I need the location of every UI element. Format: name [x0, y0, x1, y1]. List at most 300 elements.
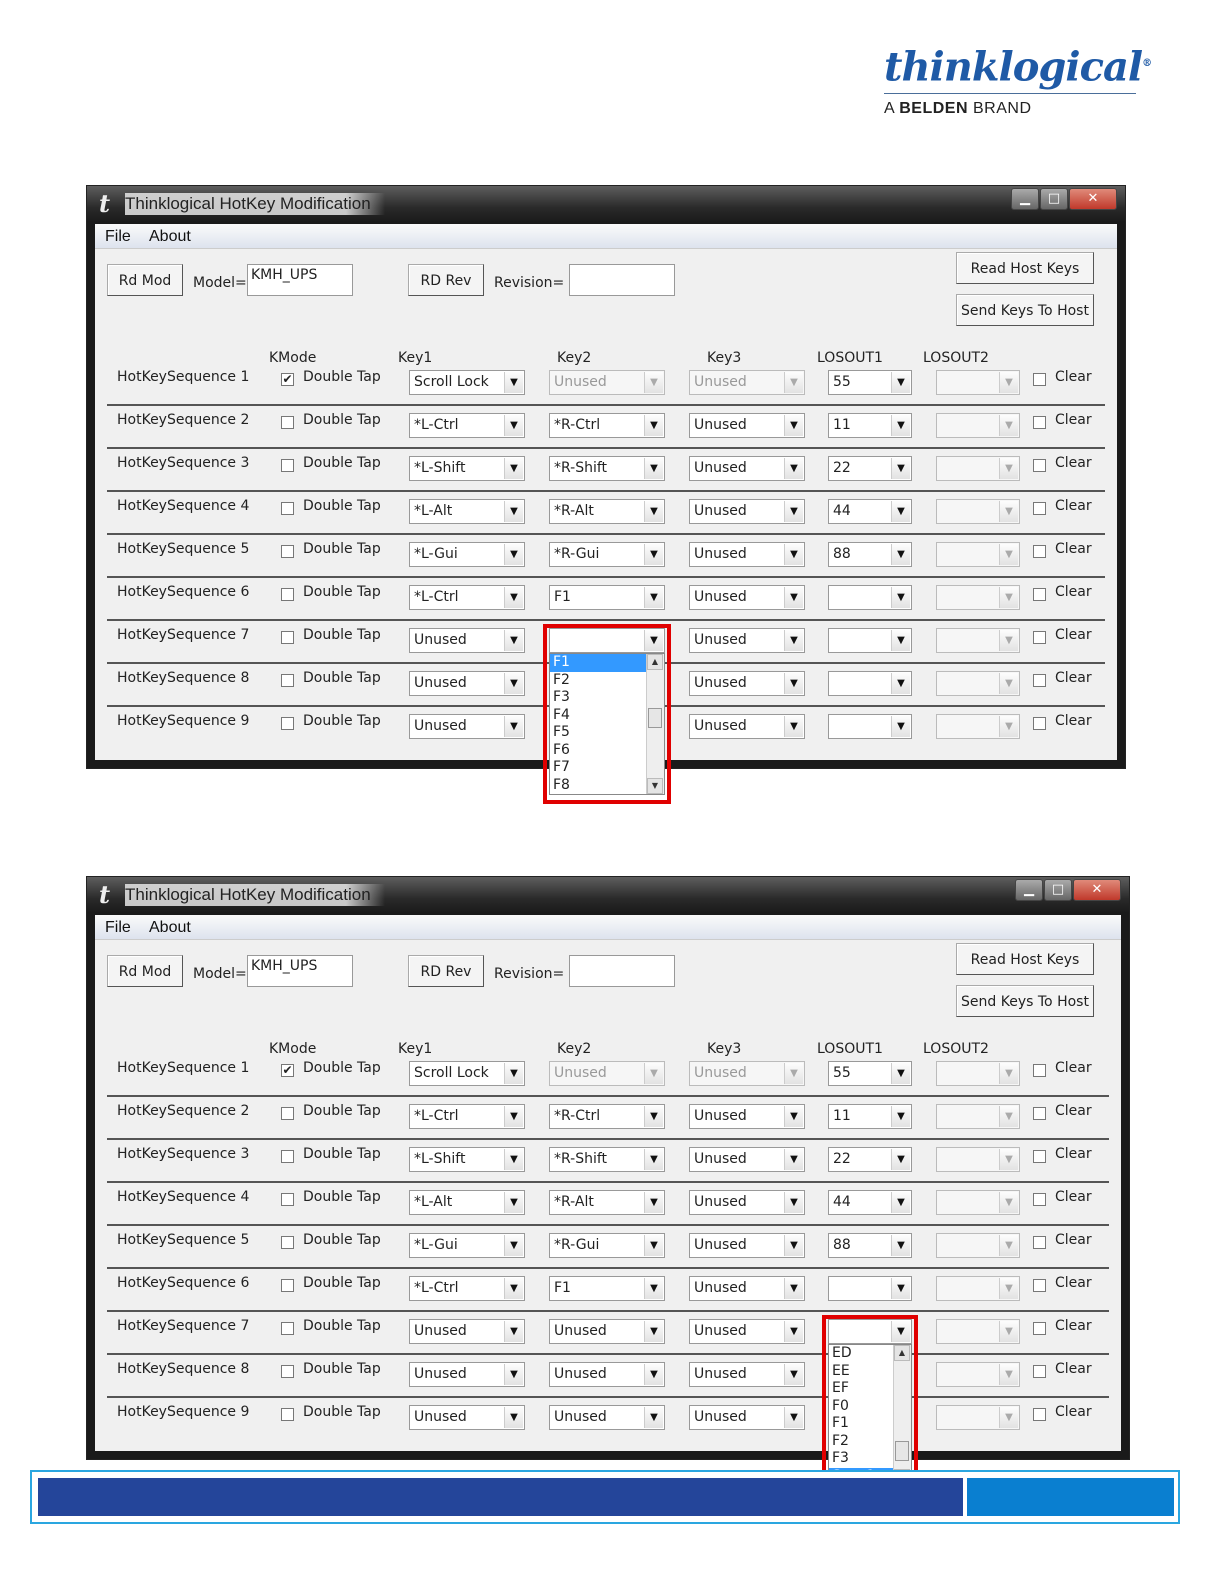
chevron-down-icon[interactable]: ▼	[644, 1063, 663, 1084]
double-tap-checkbox[interactable]	[281, 1193, 294, 1206]
los2-dropdown[interactable]	[936, 1061, 1020, 1086]
chevron-down-icon[interactable]: ▼	[504, 1278, 523, 1299]
chevron-down-icon[interactable]: ▼	[891, 587, 910, 608]
app-icon: t	[99, 189, 111, 218]
double-tap-label: Double Tap	[303, 627, 381, 643]
clear-checkbox[interactable]	[1033, 1322, 1046, 1335]
double-tap-checkbox[interactable]	[281, 1408, 294, 1421]
key1-value: *L-Shift	[414, 1151, 466, 1167]
key2-dropdown[interactable]	[549, 1190, 665, 1215]
list-option[interactable]: F5	[553, 724, 570, 740]
minimize-icon[interactable]: ▁	[1011, 188, 1039, 210]
send-keys-to-host-button[interactable]: Send Keys To Host	[956, 985, 1094, 1017]
key2-dropdown[interactable]	[549, 499, 665, 524]
chevron-down-icon[interactable]: ▼	[999, 630, 1018, 651]
sequence-name: HotKeySequence 6	[117, 584, 250, 600]
chevron-down-icon[interactable]: ▼	[999, 1063, 1018, 1084]
title-bar[interactable]	[87, 877, 1129, 913]
close-icon[interactable]: ✕	[1069, 188, 1117, 210]
clear-label: Clear	[1055, 369, 1092, 385]
key2-dropdown[interactable]	[549, 1405, 665, 1430]
title-bar[interactable]	[87, 186, 1125, 222]
key3-dropdown[interactable]	[689, 585, 805, 610]
rd-mod-button[interactable]: Rd Mod	[107, 955, 183, 987]
chevron-down-icon[interactable]: ▼	[644, 1106, 663, 1127]
chevron-down-icon[interactable]: ▼	[644, 501, 663, 522]
key2-dropdown[interactable]	[549, 1104, 665, 1129]
chevron-down-icon[interactable]: ▼	[644, 1149, 663, 1170]
clear-checkbox[interactable]	[1033, 717, 1046, 730]
chevron-down-icon[interactable]: ▼	[784, 415, 803, 436]
los2-dropdown[interactable]	[936, 1319, 1020, 1344]
clear-checkbox[interactable]	[1033, 1107, 1046, 1120]
los1-value: 88	[833, 546, 851, 562]
key3-dropdown[interactable]	[689, 499, 805, 524]
key1-dropdown[interactable]	[409, 1319, 525, 1344]
los2-dropdown[interactable]	[936, 1104, 1020, 1129]
chevron-down-icon[interactable]: ▼	[891, 1235, 910, 1256]
double-tap-label: Double Tap	[303, 1146, 381, 1162]
send-keys-to-host-button[interactable]: Send Keys To Host	[956, 294, 1094, 326]
los2-dropdown[interactable]	[936, 456, 1020, 481]
menu-file[interactable]: File	[105, 919, 131, 936]
double-tap-checkbox[interactable]	[281, 1365, 294, 1378]
clear-checkbox[interactable]	[1033, 1193, 1046, 1206]
rd-mod-button[interactable]: Rd Mod	[107, 264, 183, 296]
double-tap-checkbox[interactable]	[281, 674, 294, 687]
los1-value: 22	[833, 460, 851, 476]
key1-dropdown[interactable]	[409, 585, 525, 610]
key2-dropdown[interactable]	[549, 370, 665, 395]
key3-dropdown[interactable]	[689, 456, 805, 481]
maximize-icon[interactable]: □	[1040, 188, 1068, 210]
chevron-down-icon[interactable]: ▼	[504, 372, 523, 393]
chevron-down-icon[interactable]: ▼	[784, 1407, 803, 1428]
key1-value: Scroll Lock	[414, 374, 489, 390]
chevron-down-icon[interactable]: ▼	[999, 544, 1018, 565]
read-host-keys-button[interactable]: Read Host Keys	[956, 252, 1094, 284]
model-field[interactable]: KMH_UPS	[247, 264, 353, 296]
chevron-down-icon[interactable]: ▼	[784, 673, 803, 694]
key3-dropdown[interactable]	[689, 1147, 805, 1172]
logo-tagline: A BELDEN BRAND	[884, 100, 1032, 118]
maximize-icon[interactable]: □	[1044, 879, 1072, 901]
los1-dropdown[interactable]	[828, 1104, 912, 1129]
los2-dropdown[interactable]	[936, 1405, 1020, 1430]
double-tap-checkbox[interactable]	[281, 416, 294, 429]
chevron-down-icon[interactable]: ▼	[784, 587, 803, 608]
chevron-down-icon[interactable]: ▼	[891, 630, 910, 651]
list-option[interactable]: F3	[832, 1450, 849, 1466]
key3-dropdown[interactable]	[689, 542, 805, 567]
chevron-down-icon[interactable]: ▼	[999, 458, 1018, 479]
key2-dropdown[interactable]	[549, 456, 665, 481]
los1-dropdown[interactable]	[828, 714, 912, 739]
los1-dropdown[interactable]	[828, 1061, 912, 1086]
los1-dropdown[interactable]	[828, 585, 912, 610]
key2-dropdown[interactable]	[549, 1319, 665, 1344]
key3-dropdown[interactable]	[689, 1061, 805, 1086]
chevron-down-icon[interactable]: ▼	[891, 1149, 910, 1170]
chevron-down-icon[interactable]: ▼	[999, 501, 1018, 522]
los2-dropdown[interactable]	[936, 714, 1020, 739]
los1-dropdown[interactable]	[828, 671, 912, 696]
chevron-down-icon[interactable]: ▼	[891, 673, 910, 694]
key3-value: Unused	[694, 718, 747, 734]
key1-dropdown[interactable]	[409, 370, 525, 395]
chevron-down-icon[interactable]: ▼	[999, 1278, 1018, 1299]
key1-value: Unused	[414, 718, 467, 734]
double-tap-label: Double Tap	[303, 1060, 381, 1076]
key2-dropdown[interactable]	[549, 585, 665, 610]
key2-dropdown[interactable]	[549, 1147, 665, 1172]
double-tap-label: Double Tap	[303, 1318, 381, 1334]
clear-checkbox[interactable]	[1033, 1150, 1046, 1163]
rd-rev-button[interactable]: RD Rev	[408, 264, 484, 296]
chevron-down-icon[interactable]: ▼	[504, 1149, 523, 1170]
key2-dropdown[interactable]	[549, 1233, 665, 1258]
chevron-down-icon[interactable]: ▼	[504, 458, 523, 479]
chevron-down-icon[interactable]: ▼	[999, 1235, 1018, 1256]
chevron-down-icon[interactable]: ▼	[784, 1063, 803, 1084]
los2-dropdown[interactable]	[936, 1362, 1020, 1387]
los1-dropdown[interactable]	[828, 1276, 912, 1301]
los2-dropdown[interactable]	[936, 1276, 1020, 1301]
clear-label: Clear	[1055, 412, 1092, 428]
los2-dropdown[interactable]	[936, 671, 1020, 696]
chevron-down-icon[interactable]: ▼	[784, 458, 803, 479]
chevron-down-icon[interactable]: ▼	[891, 544, 910, 565]
rd-rev-button[interactable]: RD Rev	[408, 955, 484, 987]
chevron-down-icon[interactable]: ▼	[644, 544, 663, 565]
key1-dropdown[interactable]	[409, 542, 525, 567]
list-option[interactable]: EE	[832, 1362, 850, 1379]
los1-dropdown[interactable]	[828, 1190, 912, 1215]
clear-label: Clear	[1055, 1275, 1092, 1291]
key1-dropdown[interactable]	[409, 499, 525, 524]
clear-checkbox[interactable]	[1033, 1064, 1046, 1077]
double-tap-checkbox[interactable]	[281, 1279, 294, 1292]
los1-dropdown[interactable]	[828, 1147, 912, 1172]
list-option[interactable]: F8	[553, 776, 570, 793]
chevron-down-icon[interactable]: ▼	[504, 1407, 523, 1428]
double-tap-checkbox[interactable]	[281, 1322, 294, 1335]
chevron-down-icon[interactable]: ▼	[644, 1364, 663, 1385]
chevron-down-icon[interactable]: ▼	[504, 415, 523, 436]
model-field[interactable]: KMH_UPS	[247, 955, 353, 987]
los2-dropdown[interactable]	[936, 585, 1020, 610]
chevron-down-icon[interactable]: ▼	[999, 716, 1018, 737]
clear-checkbox[interactable]	[1033, 674, 1046, 687]
key1-dropdown[interactable]	[409, 1190, 525, 1215]
los2-dropdown[interactable]	[936, 1233, 1020, 1258]
key1-dropdown[interactable]	[409, 1147, 525, 1172]
revision-field[interactable]	[569, 264, 675, 296]
key3-dropdown[interactable]	[689, 1104, 805, 1129]
sequence-name: HotKeySequence 2	[117, 412, 250, 428]
key3-dropdown[interactable]	[689, 1233, 805, 1258]
key3-dropdown[interactable]	[689, 1405, 805, 1430]
menu-bar	[95, 915, 1121, 940]
key1-dropdown[interactable]	[409, 1276, 525, 1301]
key1-dropdown[interactable]	[409, 456, 525, 481]
key2-value: Unused	[554, 1409, 607, 1425]
chevron-down-icon[interactable]: ▼	[644, 1278, 663, 1299]
chevron-down-icon[interactable]: ▼	[891, 1106, 910, 1127]
chevron-down-icon[interactable]: ▼	[504, 1106, 523, 1127]
chevron-down-icon[interactable]: ▼	[891, 458, 910, 479]
key3-value: Unused	[694, 546, 747, 562]
los2-dropdown[interactable]	[936, 1190, 1020, 1215]
hotkey-sequence-row	[107, 1398, 1109, 1441]
chevron-down-icon[interactable]: ▼	[784, 544, 803, 565]
key2-dropdown[interactable]	[549, 542, 665, 567]
page-footer-band	[30, 1470, 1180, 1524]
revision-label: Revision=	[494, 275, 565, 291]
key1-dropdown[interactable]	[409, 671, 525, 696]
los2-dropdown[interactable]	[936, 499, 1020, 524]
list-option[interactable]: F0	[832, 1397, 849, 1414]
model-label: Model=	[193, 275, 247, 291]
key3-value: Unused	[694, 460, 747, 476]
kmode-header: KMode	[269, 350, 317, 366]
clear-checkbox[interactable]	[1033, 588, 1046, 601]
key3-value: Unused	[694, 632, 747, 648]
los2-dropdown[interactable]	[936, 542, 1020, 567]
key3-dropdown[interactable]	[689, 628, 805, 653]
chevron-down-icon[interactable]: ▼	[784, 716, 803, 737]
double-tap-checkbox[interactable]	[281, 631, 294, 644]
scroll-up-icon[interactable]: ▲	[647, 654, 663, 670]
list-option[interactable]: F2	[553, 671, 570, 688]
chevron-down-icon[interactable]: ▼	[999, 1364, 1018, 1385]
chevron-down-icon[interactable]: ▼	[504, 544, 523, 565]
list-option[interactable]: F3	[553, 689, 570, 705]
chevron-down-icon[interactable]: ▼	[784, 1278, 803, 1299]
scroll-down-icon[interactable]: ▼	[647, 778, 663, 794]
clear-checkbox[interactable]	[1033, 545, 1046, 558]
chevron-down-icon[interactable]: ▼	[891, 501, 910, 522]
clear-checkbox[interactable]	[1033, 1365, 1046, 1378]
chevron-down-icon[interactable]: ▼	[784, 1364, 803, 1385]
los1-dropdown[interactable]	[828, 456, 912, 481]
los2-dropdown[interactable]	[936, 628, 1020, 653]
key1-dropdown[interactable]	[409, 1362, 525, 1387]
los1-dropdown[interactable]	[828, 370, 912, 395]
key3-dropdown[interactable]	[689, 370, 805, 395]
los1-dropdown[interactable]	[828, 499, 912, 524]
chevron-down-icon[interactable]: ▼	[891, 372, 910, 393]
chevron-down-icon[interactable]: ▼	[784, 1106, 803, 1127]
clear-checkbox[interactable]	[1033, 631, 1046, 644]
key2-dropdown[interactable]	[549, 1276, 665, 1301]
clear-checkbox[interactable]	[1033, 502, 1046, 515]
key1-value: *L-Ctrl	[414, 1108, 459, 1124]
los2-dropdown[interactable]	[936, 370, 1020, 395]
los1-dropdown[interactable]	[828, 413, 912, 438]
chevron-down-icon[interactable]: ▼	[999, 372, 1018, 393]
double-tap-checkbox[interactable]	[281, 502, 294, 515]
key3-dropdown[interactable]	[689, 714, 805, 739]
los1-dropdown[interactable]	[828, 542, 912, 567]
key3-dropdown[interactable]	[689, 1190, 805, 1215]
los2-dropdown[interactable]	[936, 1147, 1020, 1172]
hotkey-sequence-row	[107, 1269, 1109, 1312]
chevron-down-icon[interactable]: ▼	[504, 630, 523, 651]
key1-header: Key1	[398, 350, 433, 366]
key3-value: Unused	[694, 1194, 747, 1210]
hotkey-window-2	[86, 876, 1130, 1466]
chevron-down-icon[interactable]: ▼	[999, 1192, 1018, 1213]
sequence-name: HotKeySequence 2	[117, 1103, 250, 1119]
key3-dropdown[interactable]	[689, 1319, 805, 1344]
chevron-down-icon[interactable]: ▼	[644, 415, 663, 436]
double-tap-checkbox[interactable]	[281, 1236, 294, 1249]
chevron-down-icon[interactable]: ▼	[644, 1192, 663, 1213]
list-option[interactable]: EF	[832, 1380, 849, 1396]
key1-dropdown[interactable]	[409, 1405, 525, 1430]
chevron-down-icon[interactable]: ▼	[504, 1235, 523, 1256]
chevron-down-icon[interactable]: ▼	[784, 372, 803, 393]
double-tap-checkbox[interactable]: ✔	[282, 372, 293, 386]
chevron-down-icon[interactable]: ▼	[644, 372, 663, 393]
chevron-down-icon[interactable]: ▼	[891, 1063, 910, 1084]
chevron-down-icon[interactable]: ▼	[891, 1321, 910, 1342]
double-tap-checkbox[interactable]	[281, 1150, 294, 1163]
chevron-down-icon[interactable]: ▼	[644, 587, 663, 608]
key1-value: Unused	[414, 632, 467, 648]
close-icon[interactable]: ✕	[1073, 879, 1121, 901]
list-option[interactable]: F1	[550, 654, 664, 672]
chevron-down-icon[interactable]: ▼	[644, 1321, 663, 1342]
minimize-icon[interactable]: ▁	[1015, 879, 1043, 901]
chevron-down-icon[interactable]: ▼	[999, 587, 1018, 608]
chevron-down-icon[interactable]: ▼	[999, 1407, 1018, 1428]
clear-checkbox[interactable]	[1033, 1236, 1046, 1249]
key3-dropdown[interactable]	[689, 1362, 805, 1387]
chevron-down-icon[interactable]: ▼	[891, 1278, 910, 1299]
chevron-down-icon[interactable]: ▼	[999, 415, 1018, 436]
sequence-name: HotKeySequence 8	[117, 670, 250, 686]
key3-dropdown[interactable]	[689, 671, 805, 696]
key1-dropdown[interactable]	[409, 1061, 525, 1086]
chevron-down-icon[interactable]: ▼	[504, 501, 523, 522]
menu-bar	[95, 224, 1117, 249]
chevron-down-icon[interactable]: ▼	[784, 630, 803, 651]
scroll-up-icon[interactable]: ▲	[894, 1345, 910, 1361]
double-tap-checkbox[interactable]	[281, 588, 294, 601]
chevron-down-icon[interactable]: ▼	[891, 716, 910, 737]
chevron-down-icon[interactable]: ▼	[784, 1149, 803, 1170]
list-option[interactable]: F4	[553, 706, 570, 723]
kmode-header: KMode	[269, 1041, 317, 1057]
los1-dropdown[interactable]	[828, 1233, 912, 1258]
read-host-keys-button[interactable]: Read Host Keys	[956, 943, 1094, 975]
key2-dropdown[interactable]	[549, 413, 665, 438]
key3-header: Key3	[707, 1041, 742, 1057]
key1-dropdown[interactable]	[409, 714, 525, 739]
chevron-down-icon[interactable]: ▼	[891, 415, 910, 436]
chevron-down-icon[interactable]: ▼	[999, 1149, 1018, 1170]
los2-dropdown[interactable]	[936, 413, 1020, 438]
key3-value: Unused	[694, 589, 747, 605]
clear-checkbox[interactable]	[1033, 459, 1046, 472]
los1-dropdown[interactable]	[828, 628, 912, 653]
clear-checkbox[interactable]	[1033, 1408, 1046, 1421]
chevron-down-icon[interactable]: ▼	[999, 673, 1018, 694]
key1-dropdown[interactable]	[409, 413, 525, 438]
footer-bar-dark	[38, 1478, 963, 1516]
key1-value: *L-Alt	[414, 1194, 453, 1210]
double-tap-checkbox[interactable]	[281, 717, 294, 730]
clear-checkbox[interactable]	[1033, 1279, 1046, 1292]
key1-dropdown[interactable]	[409, 1233, 525, 1258]
clear-checkbox[interactable]	[1033, 373, 1046, 386]
revision-field[interactable]	[569, 955, 675, 987]
menu-file[interactable]: File	[105, 228, 131, 245]
list-option[interactable]: F2	[832, 1432, 849, 1449]
chevron-down-icon[interactable]: ▼	[891, 1192, 910, 1213]
chevron-down-icon[interactable]: ▼	[504, 1063, 523, 1084]
menu-about[interactable]: About	[149, 228, 191, 245]
sequence-name: HotKeySequence 7	[117, 1318, 250, 1334]
list-option[interactable]: F6	[553, 741, 570, 758]
chevron-down-icon[interactable]: ▼	[504, 716, 523, 737]
chevron-down-icon[interactable]: ▼	[644, 1407, 663, 1428]
list-option[interactable]: F1	[832, 1415, 849, 1431]
key3-value: Unused	[694, 1280, 747, 1296]
chevron-down-icon[interactable]: ▼	[784, 1235, 803, 1256]
sequence-name: HotKeySequence 3	[117, 1146, 250, 1162]
menu-about[interactable]: About	[149, 919, 191, 936]
key1-value: *L-Shift	[414, 460, 466, 476]
chevron-down-icon[interactable]: ▼	[504, 1321, 523, 1342]
chevron-down-icon[interactable]: ▼	[644, 458, 663, 479]
key2-dropdown[interactable]	[549, 1061, 665, 1086]
chevron-down-icon[interactable]: ▼	[504, 1192, 523, 1213]
double-tap-checkbox[interactable]	[281, 1107, 294, 1120]
double-tap-checkbox[interactable]	[281, 459, 294, 472]
double-tap-checkbox[interactable]: ✔	[282, 1063, 293, 1077]
chevron-down-icon[interactable]: ▼	[784, 501, 803, 522]
double-tap-checkbox[interactable]	[281, 545, 294, 558]
key1-dropdown[interactable]	[409, 1104, 525, 1129]
logo-divider	[884, 93, 1136, 94]
chevron-down-icon[interactable]: ▼	[504, 587, 523, 608]
chevron-down-icon[interactable]: ▼	[784, 1192, 803, 1213]
list-option[interactable]: ED	[832, 1345, 852, 1361]
chevron-down-icon[interactable]: ▼	[504, 673, 523, 694]
clear-checkbox[interactable]	[1033, 416, 1046, 429]
chevron-down-icon[interactable]: ▼	[644, 1235, 663, 1256]
clear-label: Clear	[1055, 713, 1092, 729]
key3-dropdown[interactable]	[689, 1276, 805, 1301]
key3-dropdown[interactable]	[689, 413, 805, 438]
key3-value: Unused	[694, 1065, 747, 1081]
chevron-down-icon[interactable]: ▼	[504, 1364, 523, 1385]
chevron-down-icon[interactable]: ▼	[999, 1321, 1018, 1342]
list-option[interactable]: F7	[553, 759, 570, 775]
key1-dropdown[interactable]	[409, 628, 525, 653]
hotkey-sequence-row	[107, 406, 1105, 449]
double-tap-label: Double Tap	[303, 1103, 381, 1119]
key2-dropdown[interactable]	[549, 1362, 665, 1387]
key1-value: Unused	[414, 1323, 467, 1339]
chevron-down-icon[interactable]: ▼	[999, 1106, 1018, 1127]
chevron-down-icon[interactable]: ▼	[784, 1321, 803, 1342]
key3-value: Unused	[694, 1237, 747, 1253]
chevron-down-icon[interactable]: ▼	[644, 630, 663, 651]
